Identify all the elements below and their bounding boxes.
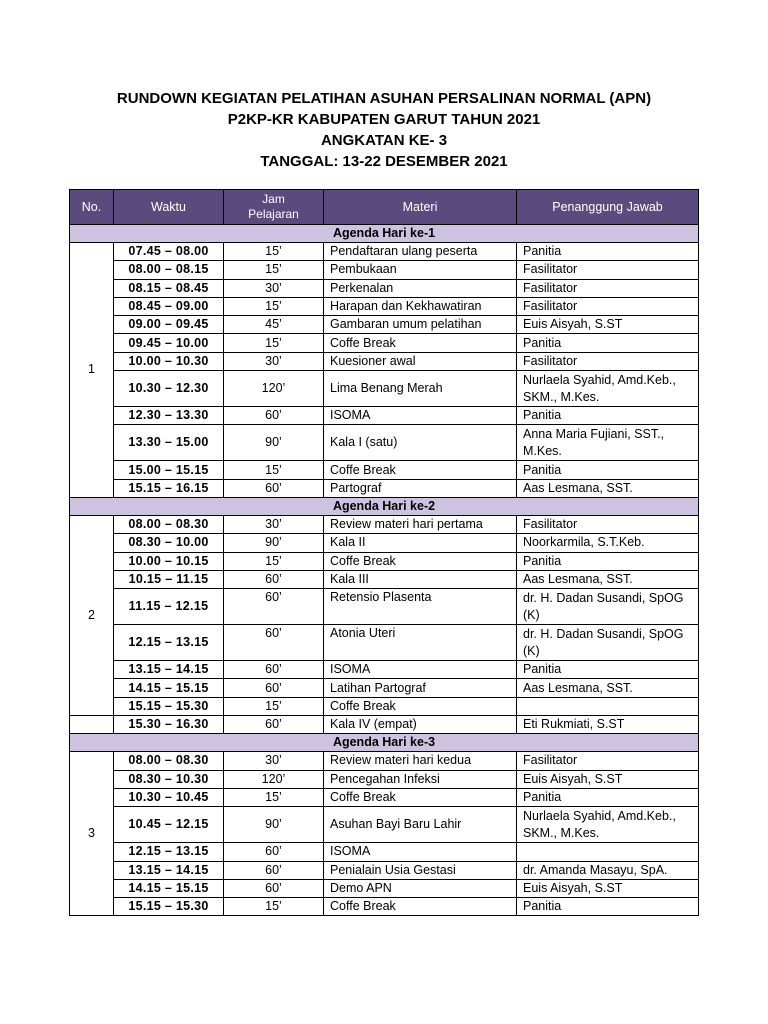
header-no: No. [70,190,114,225]
penanggung-jawab-cell: Aas Lesmana, SST. [517,570,699,588]
jam-pelajaran-cell: 90’ [224,534,324,552]
jam-pelajaran-cell: 30’ [224,515,324,533]
materi-cell: Gambaran umum pelatihan [324,316,517,334]
header-jam-pelajaran [224,190,324,225]
penanggung-jawab-cell: dr. H. Dadan Susandi, SpOG (K) [517,589,699,625]
table-row [70,861,699,879]
jam-pelajaran-cell: 90’ [224,807,324,843]
table-row [70,371,699,407]
jam-pelajaran-cell: 15’ [224,788,324,806]
waktu-cell: 13.15 – 14.15 [114,661,224,679]
jam-pelajaran-cell: 120’ [224,371,324,407]
table-row [70,661,699,679]
jam-pelajaran-cell: 60’ [224,879,324,897]
waktu-cell: 10.00 – 10.30 [114,352,224,370]
table-row [70,461,699,479]
table-row [70,407,699,425]
table-row [70,243,699,261]
table-row [70,425,699,461]
penanggung-jawab-cell: Fasilitator [517,752,699,770]
table-row [70,679,699,697]
materi-cell: Kala I (satu) [324,425,517,461]
jam-pelajaran-cell: 60’ [224,407,324,425]
penanggung-jawab-cell: Noorkarmila, S.T.Keb. [517,534,699,552]
materi-cell: ISOMA [324,661,517,679]
table-row [70,898,699,916]
document-title [0,88,768,172]
header-materi: Materi [324,190,517,225]
penanggung-jawab-cell: Nurlaela Syahid, Amd.Keb., SKM., M.Kes. [517,371,699,407]
penanggung-jawab-cell: Euis Aisyah, S.ST [517,879,699,897]
waktu-cell: 10.45 – 12.15 [114,807,224,843]
jam-pelajaran-cell: 15’ [224,697,324,715]
waktu-cell: 11.15 – 12.15 [114,589,224,625]
materi-cell: Review materi hari kedua [324,752,517,770]
jam-pelajaran-cell: 15’ [224,243,324,261]
penanggung-jawab-cell [517,697,699,715]
materi-cell: Pembukaan [324,261,517,279]
penanggung-jawab-cell: Panitia [517,334,699,352]
materi-cell: Retensio Plasenta [324,589,517,625]
materi-cell: Harapan dan Kekhawatiran [324,297,517,315]
header-jam-line2: Pelajaran [248,207,299,221]
table-row [70,334,699,352]
waktu-cell: 09.00 – 09.45 [114,316,224,334]
table-row [70,261,699,279]
table-row [70,515,699,533]
jam-pelajaran-cell: 60’ [224,570,324,588]
day-number: 2 [70,515,114,715]
penanggung-jawab-cell: dr. H. Dadan Susandi, SpOG (K) [517,625,699,661]
materi-cell: Penialain Usia Gestasi [324,861,517,879]
penanggung-jawab-cell: Euis Aisyah, S.ST [517,316,699,334]
waktu-cell: 10.30 – 10.45 [114,788,224,806]
penanggung-jawab-cell: Fasilitator [517,297,699,315]
jam-pelajaran-cell: 120’ [224,770,324,788]
materi-cell: Partograf [324,479,517,497]
waktu-cell: 13.30 – 15.00 [114,425,224,461]
materi-cell: Coffe Break [324,552,517,570]
penanggung-jawab-cell: Panitia [517,788,699,806]
waktu-cell: 15.15 – 15.30 [114,697,224,715]
table-row [70,770,699,788]
table-row [70,552,699,570]
penanggung-jawab-cell: Panitia [517,661,699,679]
jam-pelajaran-cell: 15’ [224,898,324,916]
table-body [70,225,699,916]
jam-pelajaran-cell: 15’ [224,461,324,479]
title-line-3: ANGKATAN KE- 3 [320,132,448,149]
penanggung-jawab-cell: Panitia [517,461,699,479]
materi-cell: Kala IV (empat) [324,716,517,734]
waktu-cell: 14.15 – 15.15 [114,679,224,697]
day-number: 1 [70,243,114,498]
jam-pelajaran-cell: 60’ [224,479,324,497]
waktu-cell: 15.15 – 16.15 [114,479,224,497]
materi-cell: Coffe Break [324,788,517,806]
header-waktu: Waktu [114,190,224,225]
jam-pelajaran-cell: 60’ [224,661,324,679]
jam-pelajaran-cell: 60’ [224,625,324,661]
penanggung-jawab-cell: Fasilitator [517,261,699,279]
jam-pelajaran-cell: 30’ [224,752,324,770]
waktu-cell: 10.15 – 11.15 [114,570,224,588]
waktu-cell: 10.00 – 10.15 [114,552,224,570]
title-line-4: TANGGAL: 13-22 DESEMBER 2021 [260,153,508,170]
header-jam-line1: Jam [262,192,285,206]
day-number: 3 [70,752,114,916]
waktu-cell: 08.45 – 09.00 [114,297,224,315]
penanggung-jawab-cell: Panitia [517,243,699,261]
waktu-cell: 08.30 – 10.30 [114,770,224,788]
jam-pelajaran-cell: 60’ [224,716,324,734]
materi-cell: Coffe Break [324,898,517,916]
waktu-cell: 14.15 – 15.15 [114,879,224,897]
rundown-table [69,189,699,916]
penanggung-jawab-cell: Euis Aisyah, S.ST [517,770,699,788]
agenda-row [70,225,699,243]
jam-pelajaran-cell: 15’ [224,297,324,315]
table-row [70,752,699,770]
waktu-cell: 08.15 – 08.45 [114,279,224,297]
table-row [70,352,699,370]
penanggung-jawab-cell: Panitia [517,898,699,916]
jam-pelajaran-cell: 60’ [224,589,324,625]
jam-pelajaran-cell: 60’ [224,861,324,879]
materi-cell: Atonia Uteri [324,625,517,661]
table-row [70,879,699,897]
agenda-label: Agenda Hari ke-1 [70,225,699,243]
materi-cell: Lima Benang Merah [324,371,517,407]
waktu-cell: 15.15 – 15.30 [114,898,224,916]
waktu-cell: 08.00 – 08.30 [114,752,224,770]
waktu-cell: 08.00 – 08.30 [114,515,224,533]
waktu-cell: 08.00 – 08.15 [114,261,224,279]
jam-pelajaran-cell: 45’ [224,316,324,334]
waktu-cell: 10.30 – 12.30 [114,371,224,407]
materi-cell: Kuesioner awal [324,352,517,370]
waktu-cell: 07.45 – 08.00 [114,243,224,261]
header-penanggung-jawab: Penanggung Jawab [517,190,699,225]
table-header-row [70,190,699,225]
table-row [70,625,699,661]
waktu-cell: 08.30 – 10.00 [114,534,224,552]
materi-cell: Latihan Partograf [324,679,517,697]
table-row [70,843,699,861]
table-row [70,788,699,806]
waktu-cell: 15.00 – 15.15 [114,461,224,479]
jam-pelajaran-cell: 15’ [224,261,324,279]
agenda-label: Agenda Hari ke-3 [70,734,699,752]
penanggung-jawab-cell [517,843,699,861]
day-number-cell [70,716,114,734]
penanggung-jawab-cell: Aas Lesmana, SST. [517,479,699,497]
agenda-row [70,497,699,515]
title-line-1: RUNDOWN KEGIATAN PELATIHAN ASUHAN PERSALINAN NORMAL (APN) [116,90,652,107]
jam-pelajaran-cell: 60’ [224,843,324,861]
waktu-cell: 12.15 – 13.15 [114,625,224,661]
table-row [70,316,699,334]
table-row [70,534,699,552]
jam-pelajaran-cell: 30’ [224,279,324,297]
penanggung-jawab-cell: Fasilitator [517,352,699,370]
table-row [70,716,699,734]
materi-cell: Kala III [324,570,517,588]
waktu-cell: 13.15 – 14.15 [114,861,224,879]
materi-cell: ISOMA [324,407,517,425]
jam-pelajaran-cell: 15’ [224,552,324,570]
penanggung-jawab-cell: Panitia [517,552,699,570]
materi-cell: Pendaftaran ulang peserta [324,243,517,261]
materi-cell: Coffe Break [324,697,517,715]
penanggung-jawab-cell: Eti Rukmiati, S.ST [517,716,699,734]
penanggung-jawab-cell: Nurlaela Syahid, Amd.Keb., SKM., M.Kes. [517,807,699,843]
jam-pelajaran-cell: 30’ [224,352,324,370]
table-row [70,279,699,297]
waktu-cell: 12.30 – 13.30 [114,407,224,425]
penanggung-jawab-cell: dr. Amanda Masayu, SpA. [517,861,699,879]
penanggung-jawab-cell: Aas Lesmana, SST. [517,679,699,697]
table-row [70,807,699,843]
table-row [70,570,699,588]
jam-pelajaran-cell: 15’ [224,334,324,352]
materi-cell: Pencegahan Infeksi [324,770,517,788]
title-line-2: P2KP-KR KABUPATEN GARUT TAHUN 2021 [227,111,541,128]
waktu-cell: 09.45 – 10.00 [114,334,224,352]
materi-cell: ISOMA [324,843,517,861]
table-row [70,589,699,625]
table-row [70,297,699,315]
waktu-cell: 12.15 – 13.15 [114,843,224,861]
materi-cell: Review materi hari pertama [324,515,517,533]
penanggung-jawab-cell: Fasilitator [517,279,699,297]
penanggung-jawab-cell: Panitia [517,407,699,425]
jam-pelajaran-cell: 90’ [224,425,324,461]
waktu-cell: 15.30 – 16.30 [114,716,224,734]
materi-cell: Kala II [324,534,517,552]
materi-cell: Perkenalan [324,279,517,297]
materi-cell: Coffe Break [324,334,517,352]
table-row [70,697,699,715]
materi-cell: Demo APN [324,879,517,897]
table-row [70,479,699,497]
penanggung-jawab-cell: Anna Maria Fujiani, SST., M.Kes. [517,425,699,461]
materi-cell: Coffe Break [324,461,517,479]
jam-pelajaran-cell: 60’ [224,679,324,697]
agenda-label: Agenda Hari ke-2 [70,497,699,515]
agenda-row [70,734,699,752]
materi-cell: Asuhan Bayi Baru Lahir [324,807,517,843]
penanggung-jawab-cell: Fasilitator [517,515,699,533]
